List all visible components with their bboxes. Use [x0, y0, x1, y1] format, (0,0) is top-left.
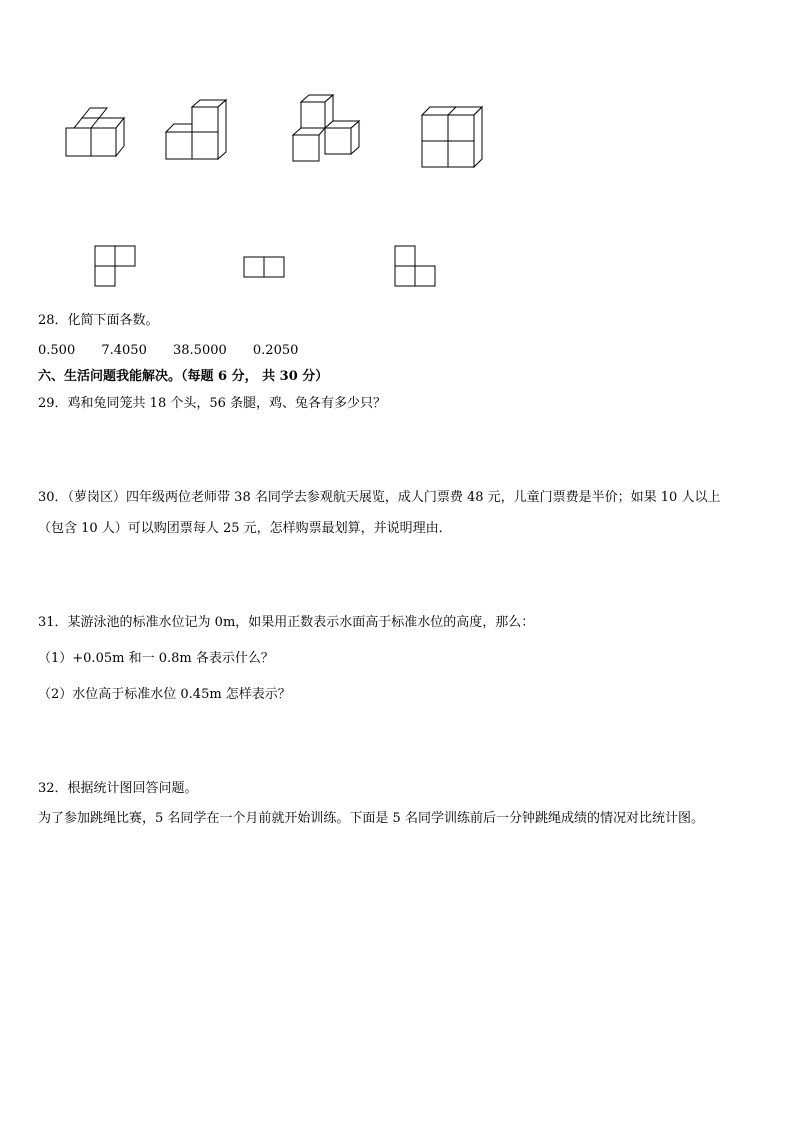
section-6-title: 六、生活问题我能解决。（每题 6 分， 共 30 分） [38, 369, 329, 384]
number-2: 7.4050 [101, 343, 147, 358]
solid-figure-2 [166, 100, 226, 159]
view-drawing-3 [395, 246, 435, 286]
solid-figure-3 [293, 95, 359, 161]
view-drawing-1 [95, 246, 135, 286]
solid-figure-4 [422, 107, 482, 167]
number-3: 38.5000 [173, 343, 227, 358]
question-31-part-2: （2）水位高于标准水位 0.45m 怎样表示？ [38, 687, 291, 702]
solid-figure-1 [66, 108, 124, 156]
question-30-line-1: 30．（萝岗区）四年级两位老师带 38 名同学去参观航天展览，成人门票费 48 元，儿童门票费是半价；如果 10 人以上 [38, 490, 721, 505]
question-31-part-1: （1）+0.05m 和一 0.8m 各表示什么？ [38, 651, 274, 666]
question-32-description: 为了参加跳绳比赛，5 名同学在一个月前就开始训练。下面是 5 名同学训练前后一分钟跳绳成绩的情况对比统计图。 [38, 811, 704, 826]
number-1: 0.500 [38, 343, 76, 358]
q28-numbers [38, 342, 320, 360]
question-28: 28．化简下面各数。 [38, 313, 159, 328]
view-drawing-2 [244, 257, 284, 277]
number-4: 0.2050 [252, 343, 299, 358]
cube-figures [0, 0, 794, 300]
question-31: 31．某游泳池的标准水位记为 0m，如果用正数表示水面高于标准水位的高度，那么： [38, 615, 535, 630]
question-30-line-2: （包含 10 人）可以购团票每人 25 元，怎样购票最划算，并说明理由． [38, 521, 452, 536]
question-32: 32．根据统计图回答问题。 [38, 781, 198, 796]
question-29: 29．鸡和兔同笼共 18 个头，56 条腿，鸡、兔各有多少只？ [38, 396, 387, 411]
